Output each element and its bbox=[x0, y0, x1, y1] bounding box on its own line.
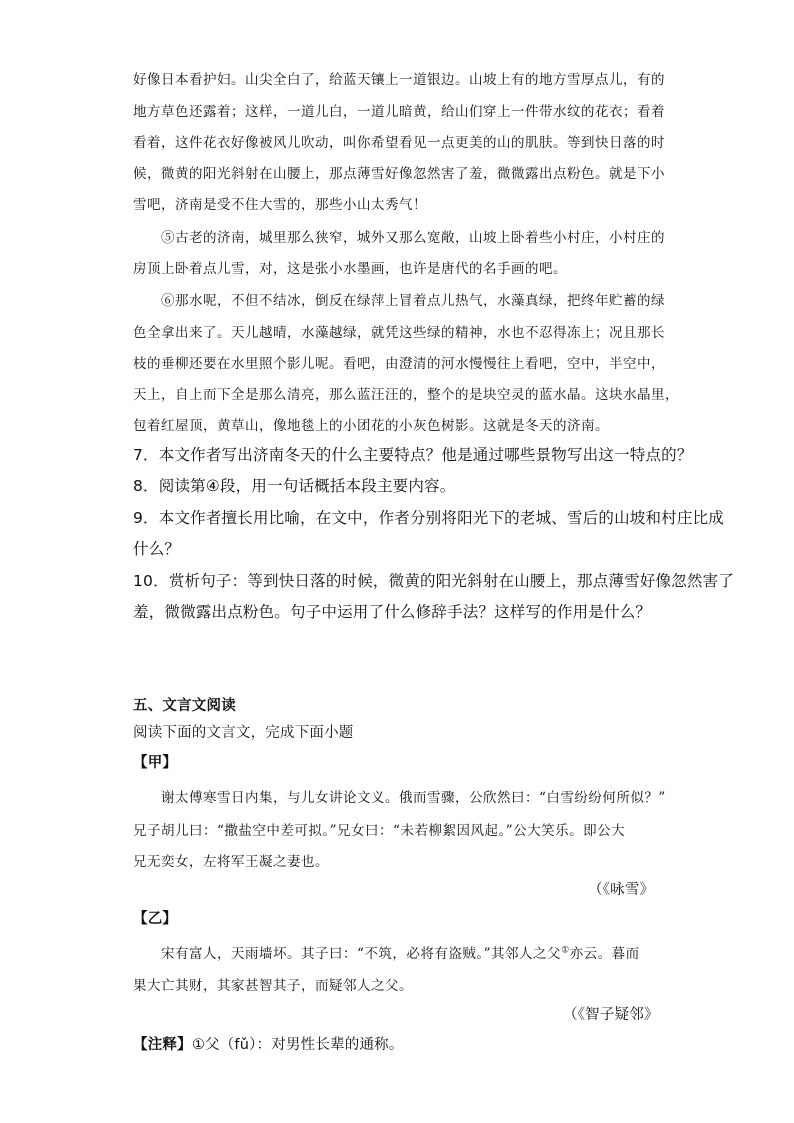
yi-line-2: 果大亡其财，其家甚智其子，而疑邻人之父。 bbox=[133, 978, 413, 994]
jia-line-1: 谢太傅寒雪日内集，与儿女讲论文义。俄而雪骤，公欣然曰：“白雪纷纷何所似？” bbox=[161, 790, 666, 806]
text-jia-label: 【甲】 bbox=[133, 755, 178, 771]
question-8: 8．阅读第④段，用一句话概括本段主要内容。 bbox=[133, 477, 456, 495]
paragraph-6-line-3: 枝的垂柳还要在水里照个影儿呢。看吧，由澄清的河水慢慢往上看吧，空中，半空中， bbox=[133, 356, 665, 372]
section-heading: 五、文言文阅读 bbox=[133, 698, 236, 714]
section-instruction: 阅读下面的文言文，完成下面小题 bbox=[133, 725, 354, 741]
annotation-text: ①父（fǔ）：对男性长辈的通称。 bbox=[191, 1037, 404, 1053]
question-9-line-1: 9．本文作者擅长用比喻，在文中，作者分别将阳光下的老城、雪后的山坡和村庄比成 bbox=[133, 509, 724, 527]
jia-line-3: 兄无奕女，左将军王凝之妻也。 bbox=[133, 854, 329, 870]
paragraph-5-line-1: ⑤古老的济南，城里那么狭窄，城外又那么宽敞，山坡上卧着些小村庄，小村庄的 bbox=[161, 230, 665, 246]
paragraph-6-line-2: 色全拿出来了。天儿越晴，水藻越绿，就凭这些绿的精神，水也不忍得冻上；况且那长 bbox=[133, 325, 665, 341]
text-yi-label: 【乙】 bbox=[133, 911, 178, 927]
footnote-marker: ① bbox=[561, 945, 570, 956]
question-7: 7．本文作者写出济南冬天的什么主要特点？他是通过哪些景物写出这一特点的？ bbox=[133, 446, 693, 464]
yi-line-1-part-b: 亦云。暮而 bbox=[569, 946, 640, 962]
yi-source: （《智子疑邻》 bbox=[563, 1007, 659, 1023]
yi-line-1 bbox=[161, 942, 640, 962]
annotation bbox=[133, 1033, 404, 1054]
jia-line-2: 兄子胡儿曰：“撒盐空中差可拟。”兄女曰：“未若柳絮因风起。”公大笑乐。即公大 bbox=[133, 823, 626, 839]
question-10-line-1: 10．赏析句子：等到快日落的时候，微黄的阳光斜射在山腰上，那点薄雪好像忽然害了 bbox=[133, 572, 735, 590]
passage-line-3: 看着，这件花衣好像被风儿吹动，叫你希望看见一点更美的山的肌肤。等到快日落的时 bbox=[133, 135, 665, 151]
annotation-label: 【注释】 bbox=[133, 1037, 192, 1053]
question-9-line-2: 什么？ bbox=[133, 540, 181, 558]
paragraph-6-line-1: ⑥那水呢，不但不结冰，倒反在绿萍上冒着点儿热气，水藻真绿，把终年贮蓄的绿 bbox=[161, 293, 665, 309]
paragraph-6-line-4: 天上，自上而下全是那么清亮，那么蓝汪汪的，整个的是块空灵的蓝水晶。这块水晶里， bbox=[133, 387, 679, 403]
paragraph-5-line-2: 房顶上卧着点儿雪，对，这是张小水墨画，也许是唐代的名手画的吧。 bbox=[133, 261, 567, 277]
yi-line-1-part-a: 宋有富人，天雨墙坏。其子曰：“不筑，必将有盗贼。”其邻人之父 bbox=[161, 946, 562, 962]
paragraph-6-line-5: 包着红屋顶，黄草山，像地毯上的小团花的小灰色树影。这就是冬天的济南。 bbox=[133, 418, 609, 434]
passage-line-1: 好像日本看护妇。山尖全白了，给蓝天镶上一道银边。山坡上有的地方雪厚点儿，有的 bbox=[133, 72, 665, 88]
passage-line-2: 地方草色还露着；这样，一道儿白，一道儿暗黄，给山们穿上一件带水纹的花衣；看着 bbox=[133, 104, 665, 120]
question-10-line-2: 羞，微微露出点粉色。句子中运用了什么修辞手法？这样写的作用是什么？ bbox=[133, 603, 652, 621]
passage-line-4: 候，微黄的阳光斜射在山腰上，那点薄雪好像忽然害了羞，微微露出点粉色。就是下小 bbox=[133, 166, 665, 182]
passage-line-5: 雪吧，济南是受不住大雪的，那些小山太秀气！ bbox=[133, 197, 427, 213]
jia-source: （《咏雪》 bbox=[588, 882, 655, 898]
